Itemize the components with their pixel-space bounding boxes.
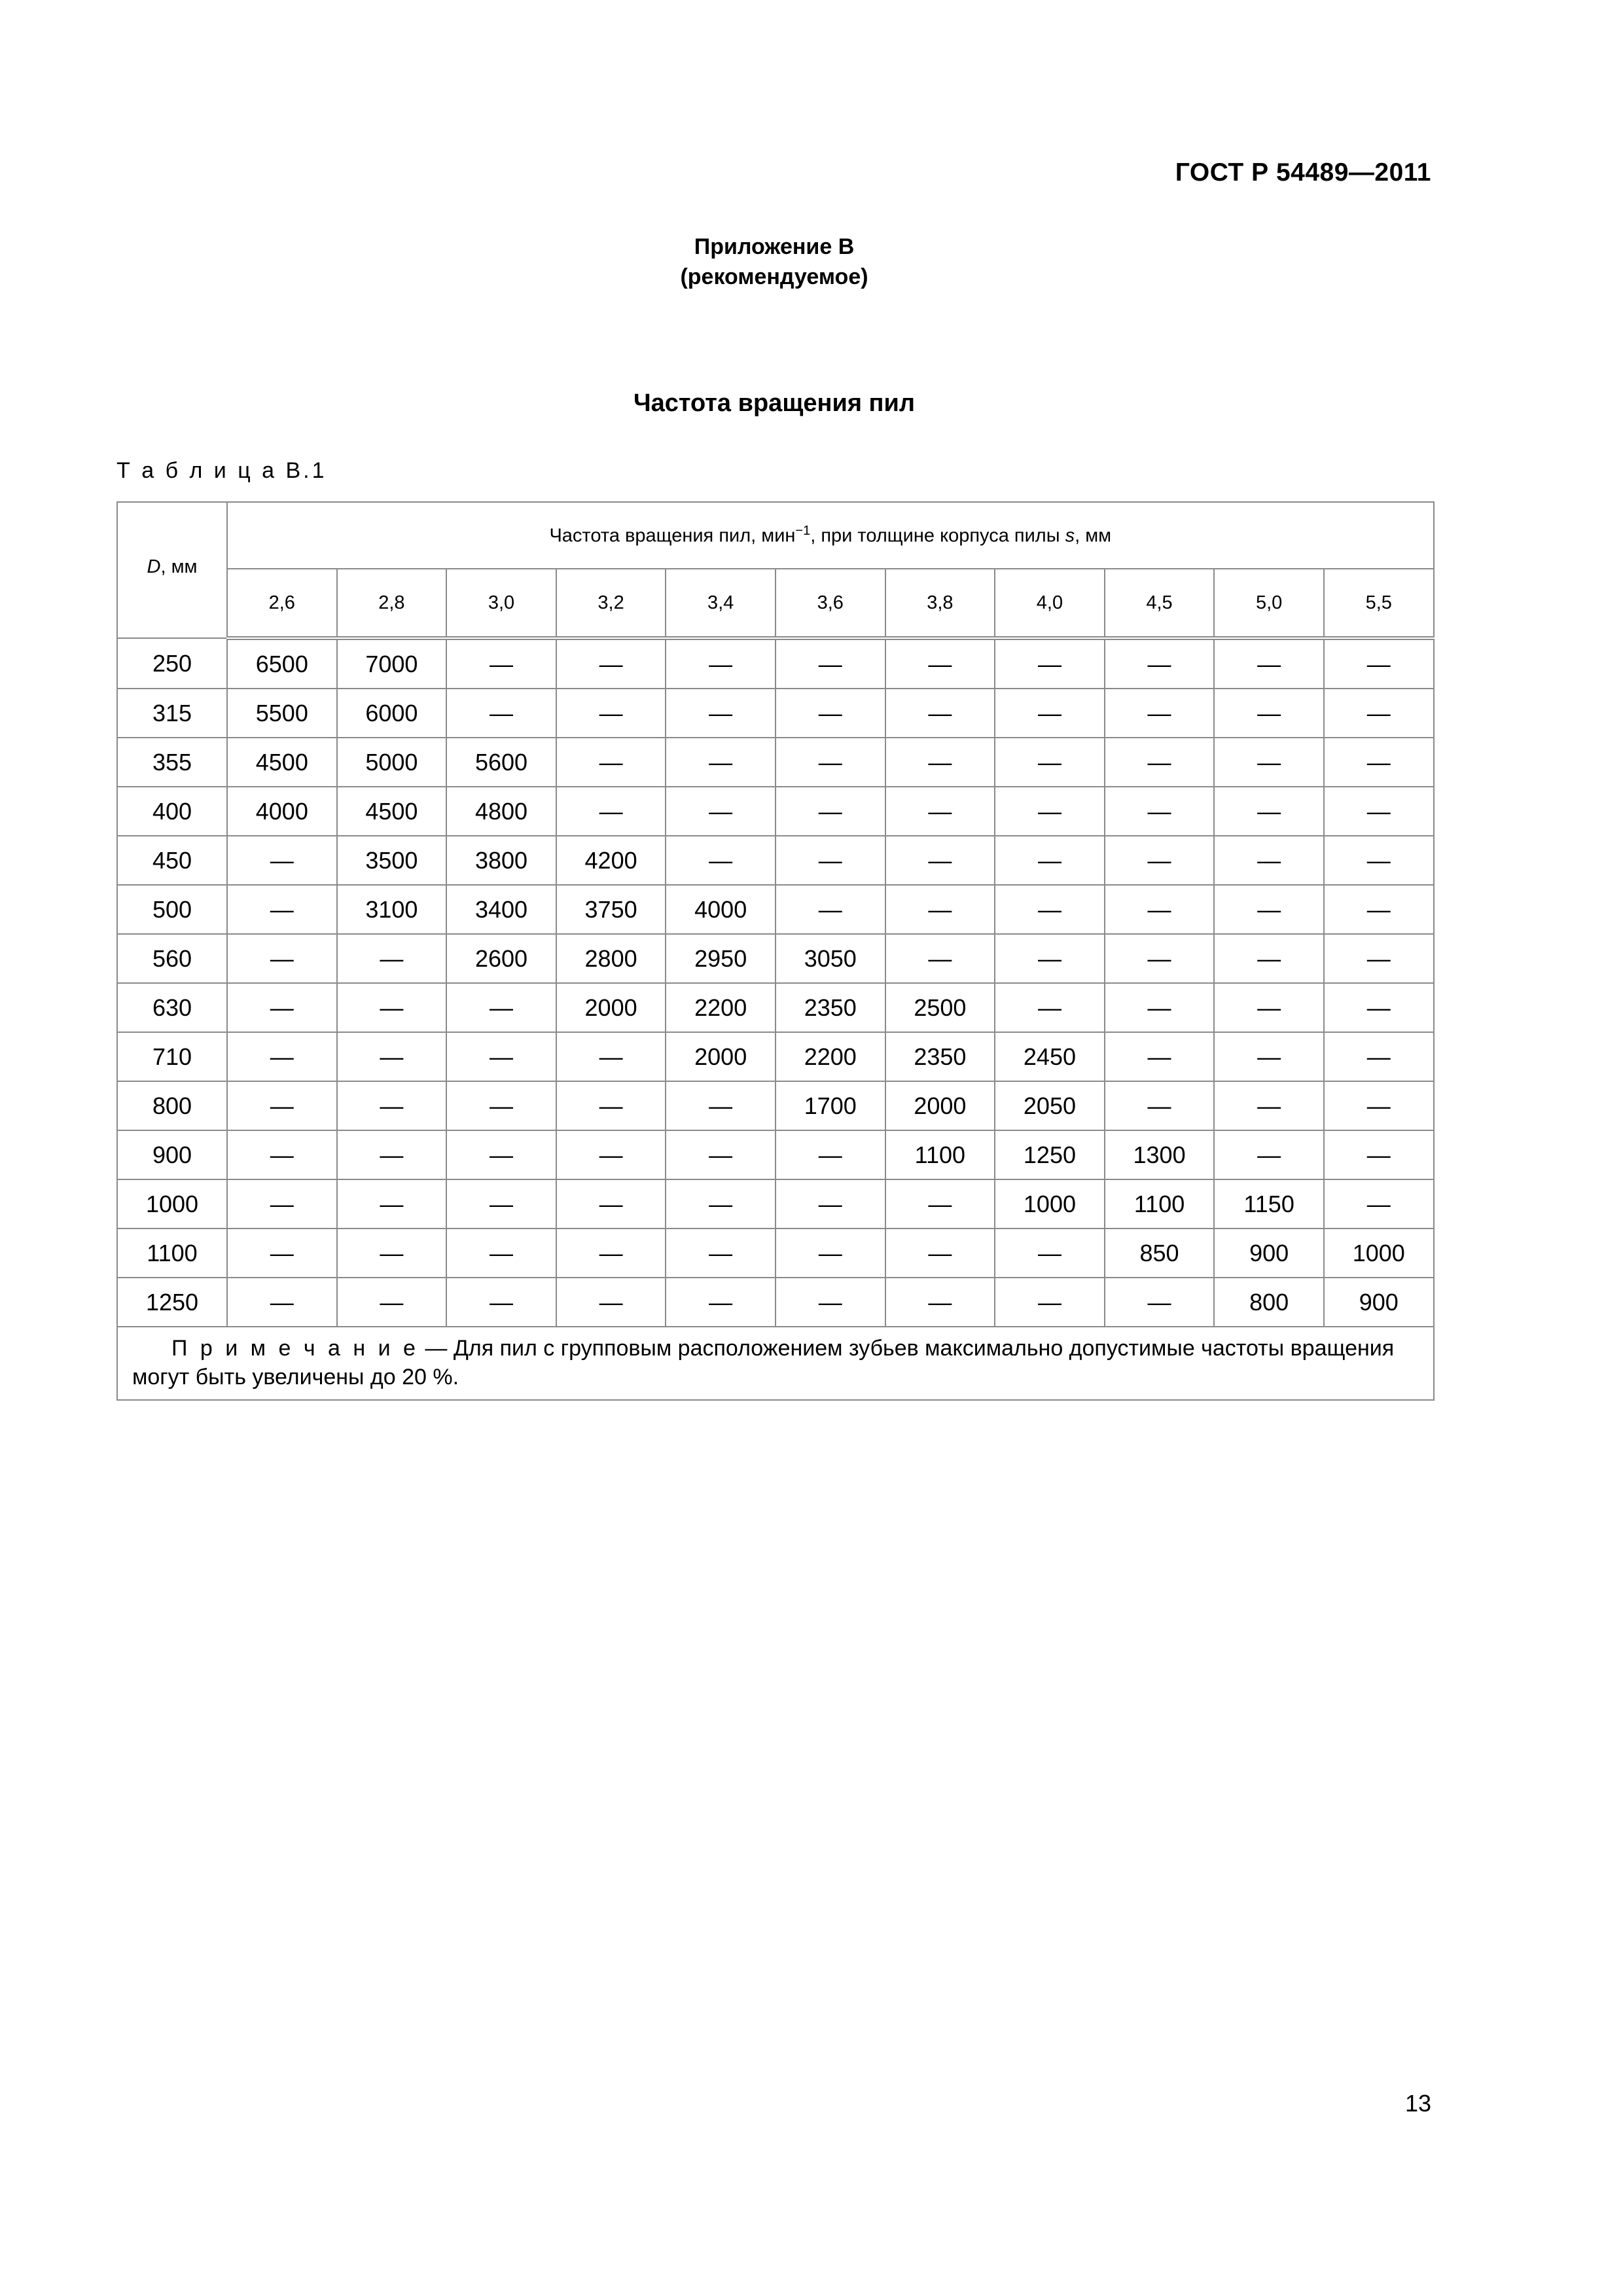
speed-cell: — — [556, 1179, 666, 1229]
speed-cell: — — [337, 1229, 447, 1278]
speed-cell: — — [666, 689, 776, 738]
table-row — [117, 836, 1434, 885]
diameter-cell: 450 — [117, 836, 227, 885]
speed-cell: — — [666, 1130, 776, 1179]
table-row — [117, 934, 1434, 983]
speed-cell: — — [1105, 836, 1215, 885]
speed-cell: — — [227, 1130, 337, 1179]
table-row — [117, 689, 1434, 738]
speed-cell: — — [776, 1229, 885, 1278]
table-caption: Т а б л и ц а В.1 — [116, 458, 327, 483]
speed-cell: — — [666, 1278, 776, 1327]
speed-cell: 5000 — [337, 738, 447, 787]
speed-cell: — — [885, 738, 995, 787]
diameter-cell: 900 — [117, 1130, 227, 1179]
speed-cell: 3750 — [556, 885, 666, 934]
speed-cell: — — [1214, 1081, 1324, 1130]
speed-cell: — — [556, 689, 666, 738]
speed-cell: — — [337, 934, 447, 983]
thickness-header-cell: 3,6 — [776, 569, 885, 638]
speed-cell: 4800 — [446, 787, 556, 836]
speed-cell: — — [227, 1032, 337, 1081]
speed-cell: 7000 — [337, 638, 447, 689]
speed-cell: 2350 — [885, 1032, 995, 1081]
speed-cell: — — [1324, 983, 1434, 1032]
speed-cell: — — [995, 1229, 1105, 1278]
diameter-cell: 400 — [117, 787, 227, 836]
speed-cell: — — [1324, 738, 1434, 787]
annex-heading — [0, 232, 1548, 292]
diameter-column-header — [117, 502, 227, 638]
speed-cell: — — [1105, 885, 1215, 934]
speed-cell: — — [1214, 689, 1324, 738]
speed-cell: 3800 — [446, 836, 556, 885]
speed-cell: — — [337, 1278, 447, 1327]
speed-cell: — — [776, 1278, 885, 1327]
speed-cell: — — [1105, 983, 1215, 1032]
thickness-header-cell: 5,0 — [1214, 569, 1324, 638]
speed-cell: — — [1324, 1130, 1434, 1179]
speed-cell: — — [1324, 836, 1434, 885]
table-row — [117, 1130, 1434, 1179]
speed-cell: — — [666, 787, 776, 836]
speed-cell: — — [556, 1032, 666, 1081]
speed-cell: 3400 — [446, 885, 556, 934]
speed-cell: — — [995, 1278, 1105, 1327]
note-row — [117, 1327, 1434, 1400]
table-row — [117, 738, 1434, 787]
speed-cell: — — [227, 983, 337, 1032]
annex-status: (рекомендуемое) — [680, 264, 868, 289]
speed-cell: 2350 — [776, 983, 885, 1032]
speed-cell: — — [885, 934, 995, 983]
speed-cell: 4000 — [666, 885, 776, 934]
speed-cell: 2000 — [885, 1081, 995, 1130]
speed-cell: — — [227, 934, 337, 983]
diameter-cell: 560 — [117, 934, 227, 983]
speed-cell: — — [1105, 638, 1215, 689]
speed-cell: — — [885, 1179, 995, 1229]
speed-cell: — — [776, 1179, 885, 1229]
diameter-cell: 1000 — [117, 1179, 227, 1229]
speed-cell: — — [446, 1229, 556, 1278]
speed-cell: — — [995, 689, 1105, 738]
speed-cell: — — [227, 1081, 337, 1130]
speed-cell: 4500 — [337, 787, 447, 836]
table-row — [117, 787, 1434, 836]
speed-cell: — — [556, 738, 666, 787]
speed-cell: — — [776, 885, 885, 934]
speed-cell: — — [446, 1032, 556, 1081]
table-row — [117, 1229, 1434, 1278]
speed-cell: 800 — [1214, 1278, 1324, 1327]
speed-cell: — — [995, 983, 1105, 1032]
speed-cell: 1150 — [1214, 1179, 1324, 1229]
speed-cell: — — [1214, 885, 1324, 934]
speed-cell: 1700 — [776, 1081, 885, 1130]
thickness-header-cell: 3,2 — [556, 569, 666, 638]
speed-cell: — — [1105, 738, 1215, 787]
speed-cell: 2500 — [885, 983, 995, 1032]
speed-cell: 2950 — [666, 934, 776, 983]
table-row — [117, 885, 1434, 934]
speed-cell: — — [776, 638, 885, 689]
speed-cell: — — [556, 1130, 666, 1179]
speed-header-exponent: −1 — [795, 524, 811, 539]
speed-cell: 2450 — [995, 1032, 1105, 1081]
speed-cell: — — [1324, 638, 1434, 689]
thickness-header-cell: 4,0 — [995, 569, 1105, 638]
speed-cell: 6000 — [337, 689, 447, 738]
table-body — [117, 638, 1434, 1327]
table-row — [117, 983, 1434, 1032]
diameter-cell: 630 — [117, 983, 227, 1032]
diameter-cell: 500 — [117, 885, 227, 934]
speed-header-prefix: Частота вращения пил, мин — [549, 525, 796, 547]
speed-cell: — — [995, 738, 1105, 787]
speed-cell: — — [666, 1229, 776, 1278]
speed-cell: — — [666, 1179, 776, 1229]
speed-cell: — — [1105, 934, 1215, 983]
speed-cell: 2000 — [556, 983, 666, 1032]
speed-cell: 2600 — [446, 934, 556, 983]
speed-cell: — — [556, 1229, 666, 1278]
speed-cell: 2200 — [666, 983, 776, 1032]
speed-cell: — — [885, 1278, 995, 1327]
speed-cell: — — [995, 885, 1105, 934]
speed-cell: 2050 — [995, 1081, 1105, 1130]
speed-cell: — — [1105, 1081, 1215, 1130]
diameter-unit: , мм — [160, 556, 198, 577]
speed-cell: — — [776, 836, 885, 885]
speed-cell: — — [446, 983, 556, 1032]
table-row — [117, 1278, 1434, 1327]
speed-cell: — — [885, 1229, 995, 1278]
thickness-symbol: s — [1065, 525, 1075, 547]
speed-cell: — — [337, 983, 447, 1032]
speed-cell: — — [446, 1278, 556, 1327]
speed-cell: — — [337, 1081, 447, 1130]
speed-cell: — — [1324, 787, 1434, 836]
diameter-cell: 355 — [117, 738, 227, 787]
speed-cell: — — [776, 689, 885, 738]
speed-cell: — — [666, 638, 776, 689]
speed-cell: — — [1214, 787, 1324, 836]
speed-cell: 2800 — [556, 934, 666, 983]
diameter-cell: 710 — [117, 1032, 227, 1081]
speed-cell: — — [227, 1278, 337, 1327]
speed-cell: — — [227, 1229, 337, 1278]
speed-cell: — — [1214, 1032, 1324, 1081]
speed-cell: 900 — [1324, 1278, 1434, 1327]
speed-cell: — — [446, 1081, 556, 1130]
speed-cell: — — [1324, 885, 1434, 934]
thickness-header-cell: 3,8 — [885, 569, 995, 638]
speed-cell: — — [1214, 934, 1324, 983]
speed-cell: — — [885, 787, 995, 836]
speed-cell: — — [446, 1179, 556, 1229]
table-row — [117, 1081, 1434, 1130]
speed-cell: — — [337, 1179, 447, 1229]
speed-cell: 4200 — [556, 836, 666, 885]
speed-cell: 1250 — [995, 1130, 1105, 1179]
page-number: 13 — [1404, 2090, 1431, 2117]
speed-cell: 4500 — [227, 738, 337, 787]
speed-header-middle: , при толщине корпуса пилы — [810, 525, 1065, 547]
thickness-header-cell: 2,8 — [337, 569, 447, 638]
speed-cell: — — [666, 836, 776, 885]
speed-cell: 6500 — [227, 638, 337, 689]
standard-designation: ГОСТ Р 54489—2011 — [1175, 158, 1431, 187]
speed-cell: — — [885, 689, 995, 738]
speed-cell: — — [776, 1130, 885, 1179]
table-note — [117, 1327, 1434, 1400]
speed-cell: — — [556, 638, 666, 689]
speed-cell: 3050 — [776, 934, 885, 983]
speed-cell: — — [556, 1278, 666, 1327]
speed-cell: 1000 — [995, 1179, 1105, 1229]
speed-cell: — — [227, 885, 337, 934]
speed-cell: — — [1214, 983, 1324, 1032]
speed-cell: — — [666, 1081, 776, 1130]
speed-cell: — — [776, 738, 885, 787]
diameter-cell: 315 — [117, 689, 227, 738]
speed-cell: — — [227, 1179, 337, 1229]
diameter-symbol: D — [147, 556, 161, 577]
speed-cell: — — [556, 1081, 666, 1130]
speed-cell: — — [995, 934, 1105, 983]
saw-speed-table — [116, 501, 1435, 1401]
note-text: — Для пил с групповым расположением зубьев максимально допустимые частоты вращения могут быть увеличены до 20 %. — [132, 1336, 1395, 1390]
speed-cell: — — [1324, 1179, 1434, 1229]
thickness-header-cell: 3,0 — [446, 569, 556, 638]
speed-cell: — — [776, 787, 885, 836]
speed-cell: — — [995, 638, 1105, 689]
speed-cell: — — [995, 787, 1105, 836]
speed-cell: — — [995, 836, 1105, 885]
section-title: Частота вращения пил — [633, 389, 916, 417]
speed-cell: 1000 — [1324, 1229, 1434, 1278]
diameter-cell: 1250 — [117, 1278, 227, 1327]
speed-cell: — — [337, 1130, 447, 1179]
speed-cell: 3100 — [337, 885, 447, 934]
speed-cell: 900 — [1214, 1229, 1324, 1278]
table-row — [117, 638, 1434, 689]
speed-cell: — — [885, 885, 995, 934]
note-label: П р и м е ч а н и е — [171, 1336, 419, 1361]
speed-cell: 4000 — [227, 787, 337, 836]
speed-cell: — — [1105, 689, 1215, 738]
speed-cell: — — [1214, 638, 1324, 689]
speed-cell: — — [446, 1130, 556, 1179]
speed-cell: 3500 — [337, 836, 447, 885]
speed-cell: — — [1214, 836, 1324, 885]
speed-cell: 1100 — [1105, 1179, 1215, 1229]
thickness-header-cell: 3,4 — [666, 569, 776, 638]
thickness-header-cell: 4,5 — [1105, 569, 1215, 638]
speed-cell: — — [1214, 738, 1324, 787]
diameter-cell: 250 — [117, 638, 227, 689]
thickness-header-cell: 5,5 — [1324, 569, 1434, 638]
table-row — [117, 1032, 1434, 1081]
thickness-header-row — [117, 569, 1434, 638]
speed-cell: 850 — [1105, 1229, 1215, 1278]
speed-cell: — — [1105, 787, 1215, 836]
speed-cell: — — [885, 836, 995, 885]
speed-cell: 5600 — [446, 738, 556, 787]
speed-cell: 1300 — [1105, 1130, 1215, 1179]
speed-cell: — — [885, 638, 995, 689]
table-row — [117, 1179, 1434, 1229]
speed-cell: — — [227, 836, 337, 885]
speed-cell: — — [666, 738, 776, 787]
speed-cell: — — [1324, 689, 1434, 738]
speed-cell: — — [337, 1032, 447, 1081]
speed-cell: — — [1324, 1032, 1434, 1081]
speed-cell: — — [1105, 1032, 1215, 1081]
diameter-cell: 800 — [117, 1081, 227, 1130]
annex-title: Приложение В — [694, 234, 855, 259]
speed-cell: 2000 — [666, 1032, 776, 1081]
speed-cell: — — [446, 638, 556, 689]
diameter-cell: 1100 — [117, 1229, 227, 1278]
speed-header-suffix: , мм — [1075, 525, 1112, 547]
speed-cell: 2200 — [776, 1032, 885, 1081]
speed-cell: — — [446, 689, 556, 738]
speed-cell: 5500 — [227, 689, 337, 738]
speed-cell: — — [556, 787, 666, 836]
speed-cell: — — [1105, 1278, 1215, 1327]
speed-cell: — — [1214, 1130, 1324, 1179]
speed-cell: 1100 — [885, 1130, 995, 1179]
speed-cell: — — [1324, 934, 1434, 983]
speed-group-header — [227, 502, 1434, 569]
speed-cell: — — [1324, 1081, 1434, 1130]
thickness-header-cell: 2,6 — [227, 569, 337, 638]
